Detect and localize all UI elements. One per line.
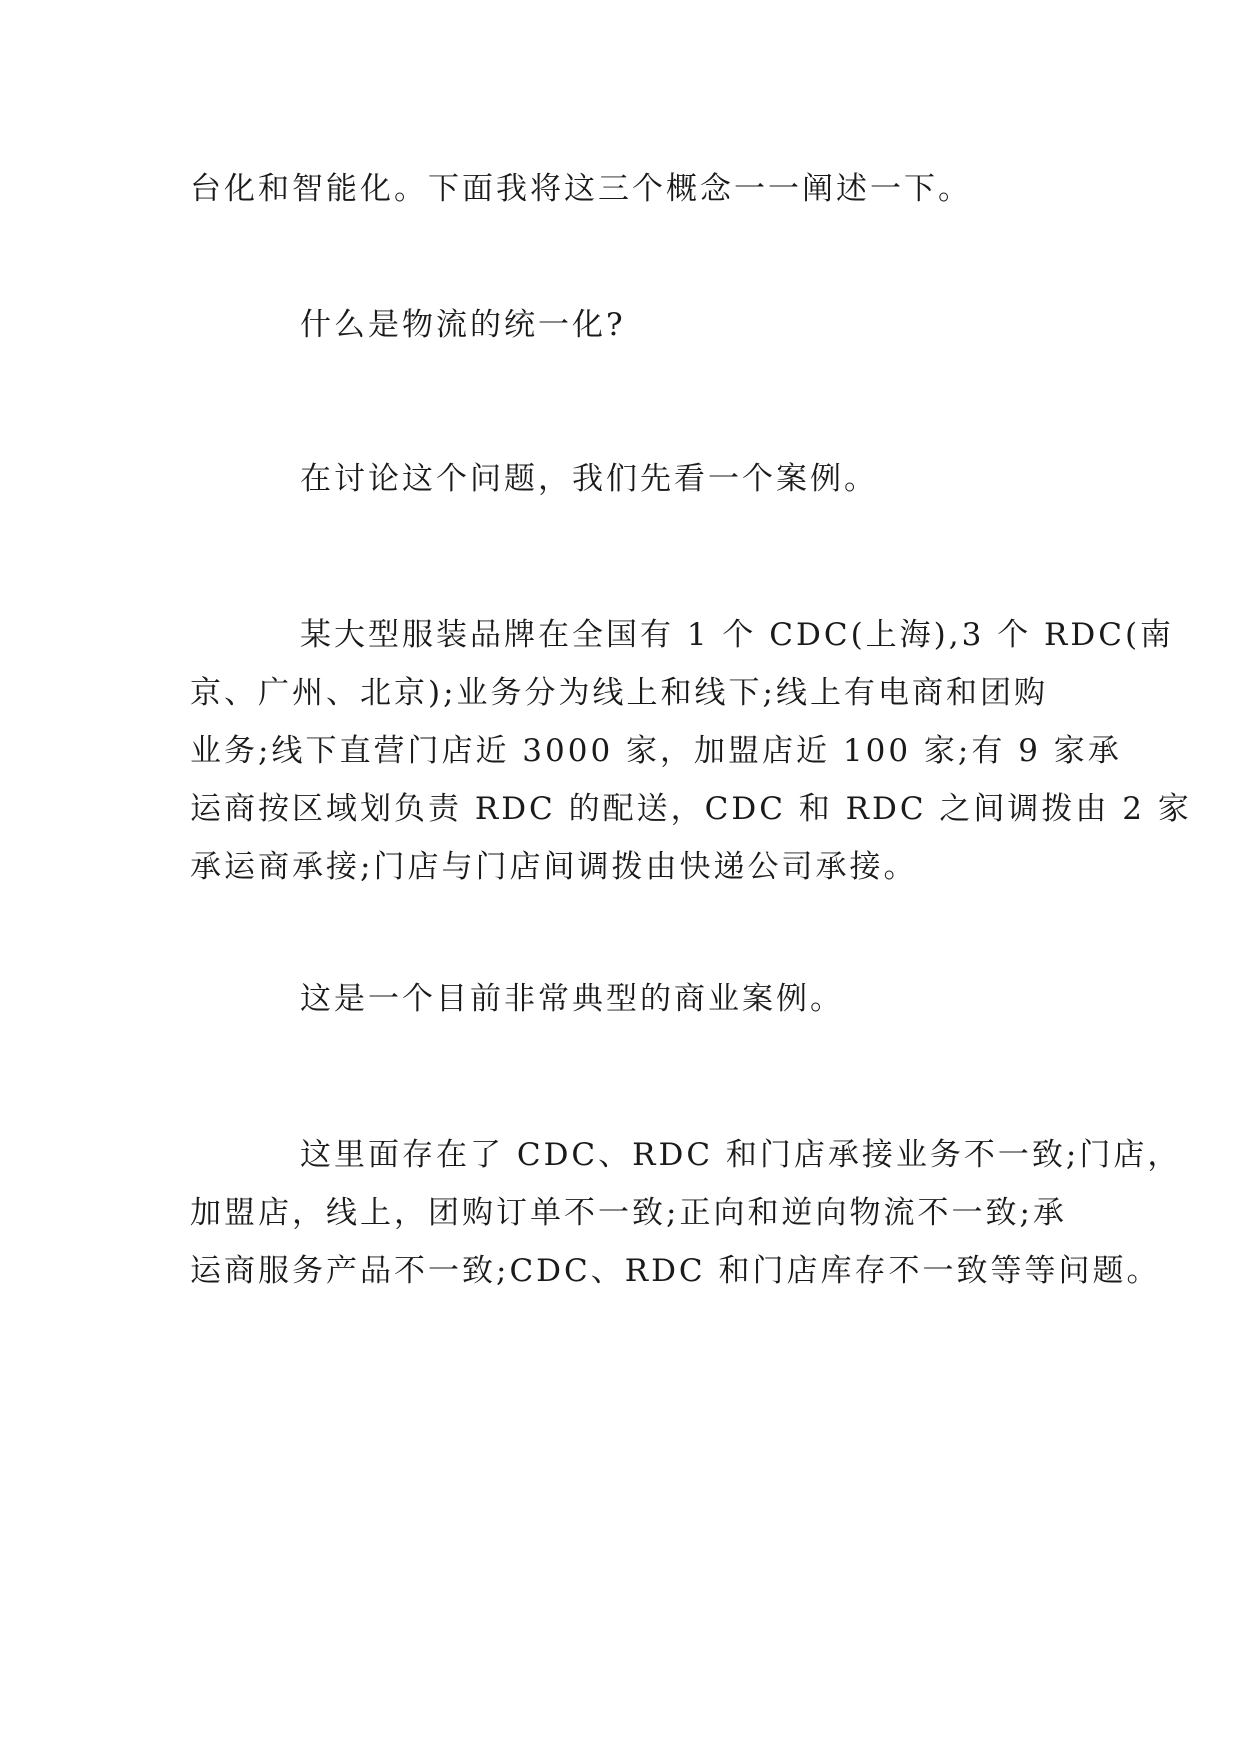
section-question-heading bbox=[190, 296, 1070, 354]
paragraph-case-description bbox=[190, 606, 1192, 896]
text-line: 加盟店，线上，团购订单不一致;正向和逆向物流不一致;承 bbox=[190, 1195, 1067, 1231]
text-line: 京、广州、北京);业务分为线上和线下;线上有电商和团购 bbox=[190, 675, 1048, 711]
text-line: 台化和智能化。下面我将这三个概念一一阐述一下。 bbox=[190, 171, 972, 207]
text-line: 承运商承接;门店与门店间调拨由快递公司承接。 bbox=[190, 849, 918, 885]
paragraph-inconsistencies bbox=[190, 1126, 1182, 1300]
text-line: 运商服务产品不一致;CDC、RDC 和门店库存不一致等等问题。 bbox=[190, 1253, 1161, 1289]
text-line: 业务;线下直营门店近 3000 家，加盟店近 100 家;有 9 家承 bbox=[190, 733, 1122, 769]
text-line: 在讨论这个问题，我们先看一个案例。 bbox=[300, 461, 878, 497]
text-line: 这里面存在了 CDC、RDC 和门店承接业务不一致;门店， bbox=[300, 1137, 1182, 1173]
paragraph-case-intro bbox=[190, 450, 1070, 508]
paragraph-typical-case bbox=[190, 970, 1070, 1028]
text-line: 运商按区域划负责 RDC 的配送，CDC 和 RDC 之间调拨由 2 家 bbox=[190, 791, 1192, 827]
text-line: 这是一个目前非常典型的商业案例。 bbox=[300, 981, 844, 1017]
text-line: 什么是物流的统一化? bbox=[300, 307, 626, 343]
paragraph-intro-continuation bbox=[190, 160, 1070, 218]
text-line: 某大型服装品牌在全国有 1 个 CDC(上海),3 个 RDC(南 bbox=[300, 617, 1175, 653]
